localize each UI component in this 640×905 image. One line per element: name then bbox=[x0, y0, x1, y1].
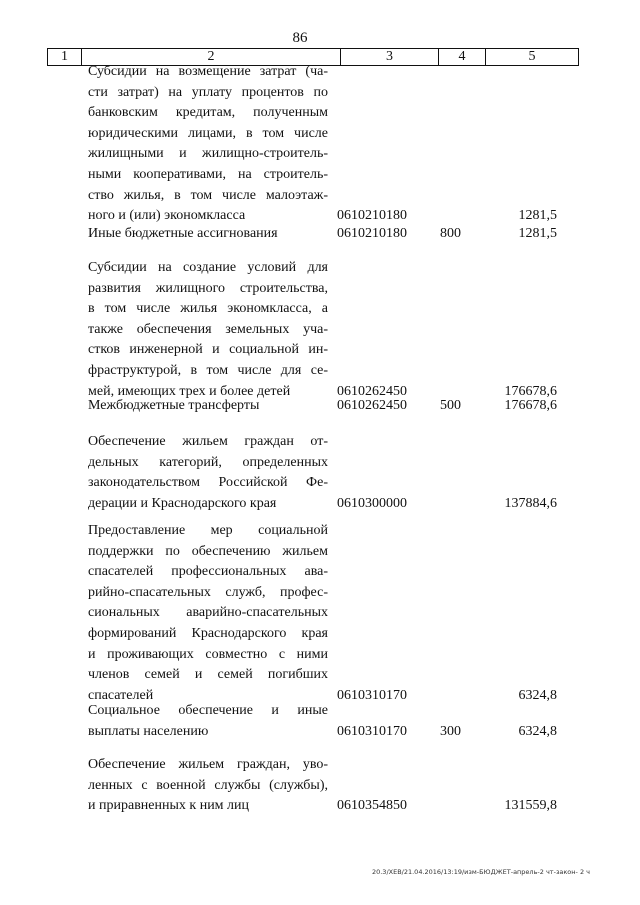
row-code: 0610310170 bbox=[337, 723, 407, 739]
row-code: 0610210180 bbox=[337, 208, 407, 224]
description-line: Субсидии на возмещение затрат (ча- bbox=[88, 64, 328, 79]
description-line: выплаты населению bbox=[88, 723, 209, 739]
description-line: поддержки по обеспечению жильем bbox=[88, 543, 328, 559]
description-line: мей, имеющих трех и более детей bbox=[88, 383, 291, 399]
row-amount: 137884,6 bbox=[504, 495, 557, 511]
row-description bbox=[88, 224, 328, 245]
description-line: рийно-спасательных служб, профес- bbox=[88, 584, 328, 600]
header-col-3: 3 bbox=[341, 49, 439, 65]
row-code: 0610262450 bbox=[337, 398, 407, 413]
description-line: также обеспечения земельных уча- bbox=[88, 321, 328, 337]
description-line: Субсидии на создание условий для bbox=[88, 260, 328, 275]
description-line: законодательством Российской Фе- bbox=[88, 475, 328, 491]
row-type: 800 bbox=[440, 226, 461, 241]
row-amount: 176678,6 bbox=[504, 383, 557, 399]
description-line: в том числе жилья экономкласса, а bbox=[88, 301, 328, 317]
row-description bbox=[88, 62, 328, 227]
description-line: дельных категорий, определенных bbox=[88, 454, 328, 470]
description-line: ленных с военной службы (службы), bbox=[88, 777, 328, 793]
row-amount: 1281,5 bbox=[518, 208, 557, 224]
row-description bbox=[88, 521, 328, 706]
row-description bbox=[88, 432, 328, 514]
description-line: жилищными и жилищно-строитель- bbox=[88, 146, 328, 162]
description-line: юридическими лицами, в том числе bbox=[88, 125, 328, 141]
description-line: спасателей bbox=[88, 687, 154, 703]
description-line: членов семей и семей погибших bbox=[88, 667, 328, 683]
row-code: 0610310170 bbox=[337, 687, 407, 703]
description-line: ство жилья, в том числе малоэтаж- bbox=[88, 187, 328, 203]
description-line: и проживающих совместно с ними bbox=[88, 646, 328, 662]
row-code: 0610300000 bbox=[337, 495, 407, 511]
description-line: ного и (или) экономкласса bbox=[88, 208, 246, 224]
description-line: спасателей профессиональных ава- bbox=[88, 564, 328, 580]
description-line: фраструктурой, в том числе для се- bbox=[88, 362, 328, 378]
row-code: 0610354850 bbox=[337, 798, 407, 814]
header-col-2: 2 bbox=[82, 49, 341, 65]
description-line: Предоставление мер социальной bbox=[88, 523, 328, 538]
description-line: и приравненных к ним лиц bbox=[88, 798, 250, 814]
header-col-5: 5 bbox=[528, 49, 536, 64]
description-line: Социальное обеспечение и иные bbox=[88, 703, 328, 718]
description-line: ными кооперативами, на строитель- bbox=[88, 166, 328, 182]
description-line: банковским кредитам, полученным bbox=[88, 105, 328, 121]
description-line: дерации и Краснодарского края bbox=[88, 495, 277, 511]
row-amount: 176678,6 bbox=[504, 398, 557, 413]
row-amount: 1281,5 bbox=[518, 226, 557, 241]
header-col-1: 1 bbox=[48, 49, 82, 65]
description-line: развития жилищного строительства, bbox=[88, 280, 328, 296]
description-line: Обеспечение жильем граждан от- bbox=[88, 434, 328, 449]
row-type: 300 bbox=[440, 723, 461, 739]
row-amount: 6324,8 bbox=[518, 687, 557, 703]
page-number: 86 bbox=[292, 30, 308, 46]
header-col-4: 4 bbox=[439, 49, 486, 65]
description-line: формирований Краснодарского края bbox=[88, 625, 328, 641]
row-amount: 131559,8 bbox=[504, 798, 557, 814]
row-description bbox=[88, 701, 328, 742]
row-description bbox=[88, 755, 328, 817]
row-type: 500 bbox=[440, 398, 461, 413]
description-line: Обеспечение жильем граждан, уво- bbox=[88, 757, 328, 772]
row-code: 0610210180 bbox=[337, 226, 407, 241]
row-description bbox=[88, 396, 328, 417]
row-description bbox=[88, 258, 328, 402]
description-line: сиональных аварийно-спасательных bbox=[88, 605, 328, 621]
footer-note: 20.3/ХЕВ/21.04.2016/13:19/изм-БЮДЖЕТ-апрель-2 чт-закон- 2 ч bbox=[371, 868, 590, 876]
description-line: сти затрат) на уплату процентов по bbox=[88, 84, 328, 100]
description-line: стков инженерной и социальной ин- bbox=[88, 342, 328, 358]
description-line: Иные бюджетные ассигнования bbox=[88, 226, 278, 241]
description-line: Межбюджетные трансферты bbox=[88, 398, 260, 413]
row-code: 0610262450 bbox=[337, 383, 407, 399]
row-amount: 6324,8 bbox=[518, 723, 557, 739]
